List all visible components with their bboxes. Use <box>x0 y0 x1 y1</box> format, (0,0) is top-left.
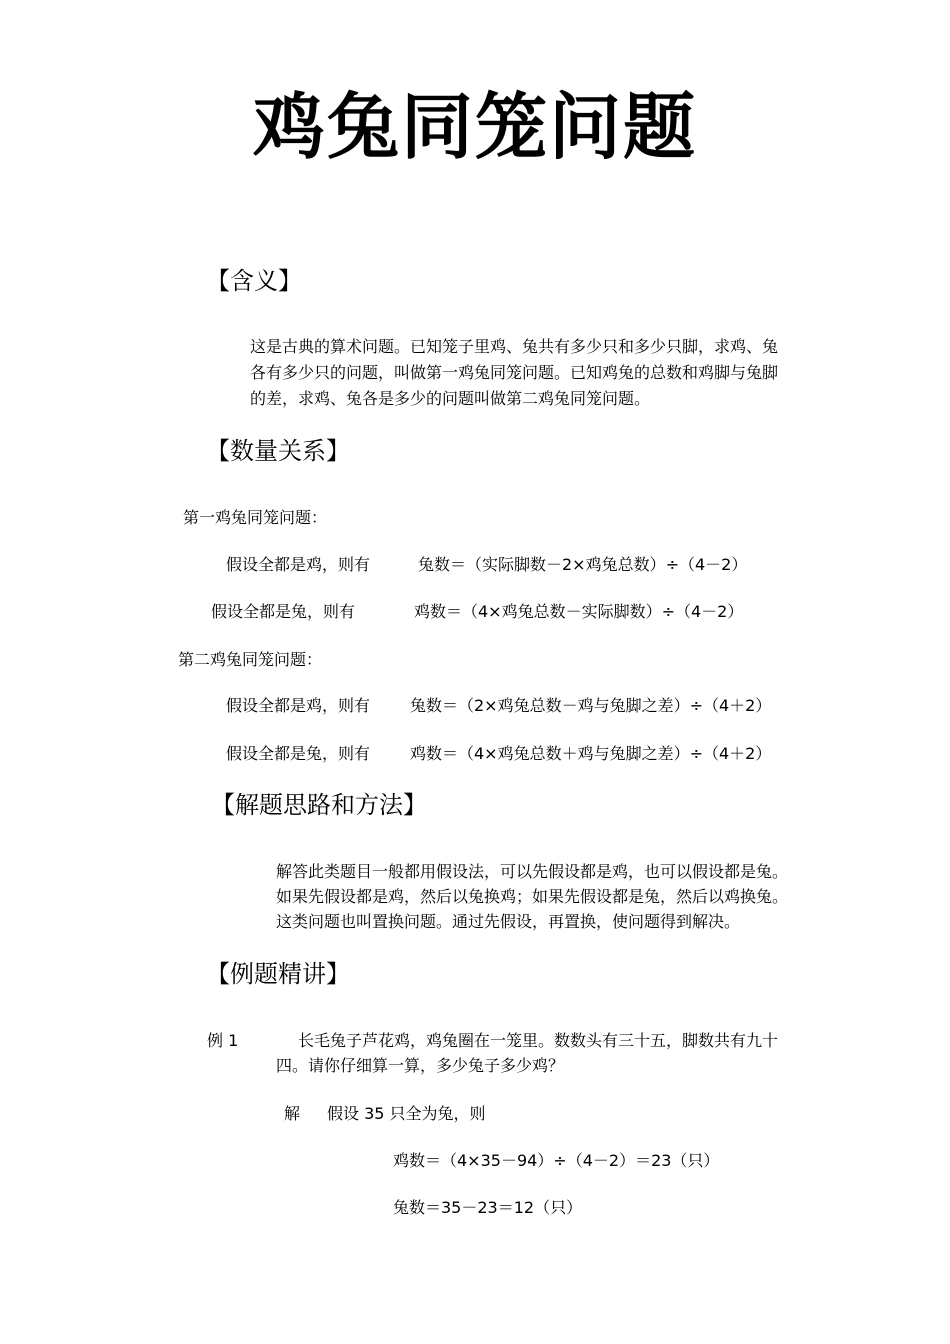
second-formula-rabbit: 兔数＝（2×鸡兔总数－鸡与兔脚之差）÷（4＋2） <box>410 696 772 715</box>
method-line-2: 如果先假设都是鸡，然后以兔换鸡；如果先假设都是兔，然后以鸡换兔。 <box>276 887 789 906</box>
section-heading-meaning: 【含义】 <box>206 267 302 295</box>
meaning-line-2: 各有多少只的问题，叫做第一鸡兔同笼问题。已知鸡兔的总数和鸡脚与兔脚 <box>250 363 779 382</box>
solution-intro: 假设 35 只全为兔，则 <box>327 1104 486 1123</box>
example-question-line-1: 长毛兔子芦花鸡，鸡兔圈在一笼里。数数头有三十五，脚数共有九十 <box>298 1031 779 1050</box>
page-title: 鸡兔同笼问题 <box>252 85 697 169</box>
example-label: 例 1 <box>207 1031 239 1050</box>
example-question-line-2: 四。请你仔细算一算，多少兔子多少鸡？ <box>276 1056 565 1075</box>
first-assume-chicken: 假设全都是鸡，则有 <box>226 555 371 574</box>
second-formula-chicken: 鸡数＝（4×鸡兔总数＋鸡与兔脚之差）÷（4＋2） <box>410 744 772 763</box>
section-heading-relations: 【数量关系】 <box>206 437 350 465</box>
method-line-1: 解答此类题目一般都用假设法，可以先假设都是鸡，也可以假设都是兔。 <box>276 862 789 881</box>
meaning-line-3: 的差，求鸡、兔各是多少的问题叫做第二鸡兔同笼问题。 <box>250 389 651 408</box>
method-line-3: 这类问题也叫置换问题。通过先假设，再置换，使问题得到解决。 <box>276 912 741 931</box>
solution-label: 解 <box>284 1104 301 1123</box>
meaning-line-1: 这是古典的算术问题。已知笼子里鸡、兔共有多少只和多少只脚，求鸡、兔 <box>250 337 779 356</box>
second-assume-chicken: 假设全都是鸡，则有 <box>226 696 371 715</box>
section-heading-method: 【解题思路和方法】 <box>211 791 427 819</box>
section-heading-example: 【例题精讲】 <box>206 960 350 988</box>
second-problem-label: 第二鸡兔同笼问题： <box>178 650 323 669</box>
first-assume-rabbit: 假设全都是兔，则有 <box>211 602 356 621</box>
first-formula-chicken: 鸡数＝（4×鸡兔总数－实际脚数）÷（4－2） <box>414 602 744 621</box>
second-assume-rabbit: 假设全都是兔，则有 <box>226 744 371 763</box>
solution-step-rabbit: 兔数＝35－23＝12（只） <box>393 1198 583 1217</box>
solution-step-chicken: 鸡数＝（4×35－94）÷（4－2）＝23（只） <box>393 1151 720 1170</box>
first-problem-label: 第一鸡兔同笼问题： <box>183 508 328 527</box>
first-formula-rabbit: 兔数＝（实际脚数－2×鸡兔总数）÷（4－2） <box>418 555 748 574</box>
